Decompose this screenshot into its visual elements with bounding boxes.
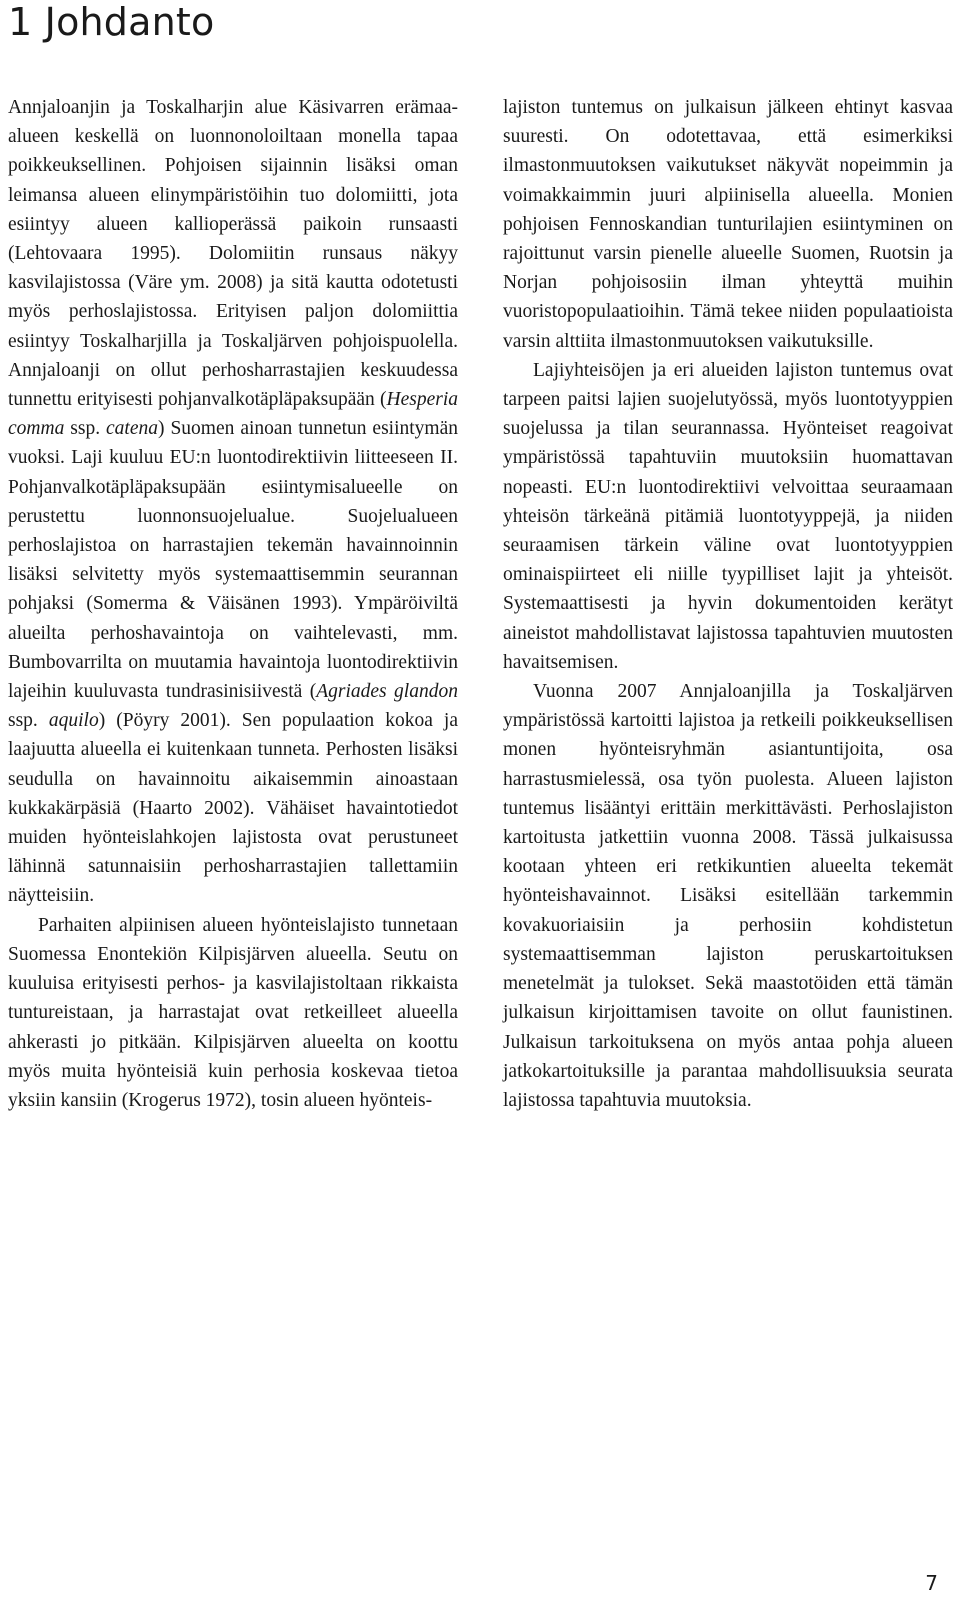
species-name: Hesperia comma (8, 389, 458, 440)
subspecies-name: aquilo (48, 710, 99, 732)
right-paragraph-2: Lajiyhteisöjen ja eri alueiden lajiston tuntemus ovat tarpeen paitsi lajien suojelutyössä, myös luontotyyppien suojelussa ja tilan seurannassa. Hyönteiset reagoivat ympäristössä tapahtuviin muutoksiin huomattavan nopeasti. EU:n luontodirektiivi velvoittaa seuraamaan yhteisön tärkeänä pitämiä luontotyyppejä, ja niiden seuraamisen tärkein väline ovat luontotyyppien ominaispiirteet eli niille tyypilliset lajit ja yhteisöt. Systemaattisesti ja hyvin dokumentoiden kerätyt aineistot mahdollistavat lajistossa tapahtuvien muutosten havaitsemisen. (503, 359, 953, 673)
right-column (503, 93, 953, 1115)
species-name: Agriades glandon (316, 681, 458, 703)
right-paragraph-1: lajiston tuntemus on julkaisun jälkeen ehtinyt kasvaa suuresti. On odotettavaa, että esimerkiksi ilmastonmuutoksen vaikutukset näkyvät nopeimmin ja voimakkaimmin juuri alpiinisella alueella. Monien pohjoisen Fennoskandian tunturilajien esiintyminen on rajoittunut varsin pienelle alueelle Suomen, Ruotsin ja Norjan pohjoisosiin ilman yhteyttä muihin vuoristopopulaatioihin. Tämä tekee niiden populaatioista varsin alttiita ilmastonmuutoksen vaikutuksille. (503, 97, 953, 352)
text-run: ) Suomen ainoan tunnetun esiintymän vuoksi. Laji kuuluu EU:n luontodirektiivin liitteeseen II. Pohjanvalkotäpläpaksupään esiintymisalueelle on perustettu luonnonsuojelualue. Suojelualueen perhoslajistoa on harrastajien tekemän havainnoinnin lisäksi selvitetty myös systemaattisemmin seurannan pohjaksi (Somerma & Väisänen 1993). Ympäröiviltä alueilta perhoshavaintoja on vaihtelevasti, mm. Bumbovarrilta on muutamia havaintoja luontodirektiivin lajeihin kuuluvasta tundrasinisiivestä ( (8, 418, 458, 703)
right-paragraph-3: Vuonna 2007 Annjaloanjilla ja Toskaljärven ympäristössä kartoitti lajistoa ja retkeili poikkeuksellisen monen hyönteisryhmän asiantuntijoita, osa harrastusmielessä, osa työn puolesta. Alueen lajiston tuntemus lisääntyi erittäin merkittävästi. Perhoslajiston kartoitusta jatkettiin vuonna 2008. Tässä julkaisussa kootaan yhteen eri retkikuntien alueelta tekemät hyönteishavainnot. Lisäksi esitellään tarkemmin kovakuoriaisiin ja perhosiin kohdistetun systemaattisemman lajiston peruskartoituksen menetelmät ja tulokset. Sekä maastotöiden että tämän julkaisun kirjoittamisen tavoite on ollut faunistinen. Julkaisun tarkoituksena on myös antaa pohja alueen jatkokartoituksille ja parantaa mahdollisuuksia seurata lajistossa tapahtuvia muutoksia. (503, 681, 953, 1111)
subspecies-name: catena (106, 418, 159, 440)
chapter-title: 1 Johdanto (8, 0, 215, 44)
left-paragraph-1 (8, 93, 458, 911)
page-number: 7 (925, 1571, 938, 1595)
text-run: Annjaloanjin ja Toskalharjin alue Käsivarren erämaa-alueen keskellä on luonnonoloiltaan monella tapaa poikkeuksellinen. Pohjoisen sijainnin lisäksi oman leimansa alueen elinympäristöihin tuo dolomiitti, jota esiintyy alueen kallioperässä paikoin runsaasti (Lehtovaara 1995). Dolomiitin runsaus näkyy kasvilajistossa (Väre ym. 2008) ja sitä kautta odotetusti myös perhoslajistossa. Erityisen paljon dolomiittia esiintyy Toskalharjilla ja Toskaljärven pohjoispuolella. Annjaloanji on ollut perhosharrastajien keskuudessa tunnettu erityisesti pohjanvalkotäpläpaksupään ( (8, 97, 458, 411)
left-paragraph-2: Parhaiten alpiinisen alueen hyönteislajisto tunnetaan Suomessa Enontekiön Kilpisjärven alueella. Seutu on kuuluisa erityisesti perhos- ja kasvilajistoltaan rikkaista tuntureistaan, ja harrastajat ovat retkeilleet alueella ahkerasti jo pitkään. Kilpisjärven alueelta on koottu myös muita hyönteisiä kuin perhosia koskevaa tietoa yksiin kansiin (Krogerus 1972), tosin alueen hyönteis- (8, 914, 458, 1111)
text-run: ssp. (64, 418, 107, 440)
left-column (8, 93, 458, 1115)
text-run: ) (Pöyry 2001). Sen populaation kokoa ja laajuutta alueella ei kuitenkaan tunneta. Perhosten lisäksi seudulla on havainnoitu aikaisemmin ainoastaan kukkakärpäsiä (Haarto 2002). Vähäiset havaintotiedot muiden hyönteislahkojen lajistosta ovat perustuneet lähinnä satunnaisiin perhosharrastajien tallettamiin näytteisiin. (8, 710, 458, 907)
text-run: ssp. (8, 710, 49, 732)
